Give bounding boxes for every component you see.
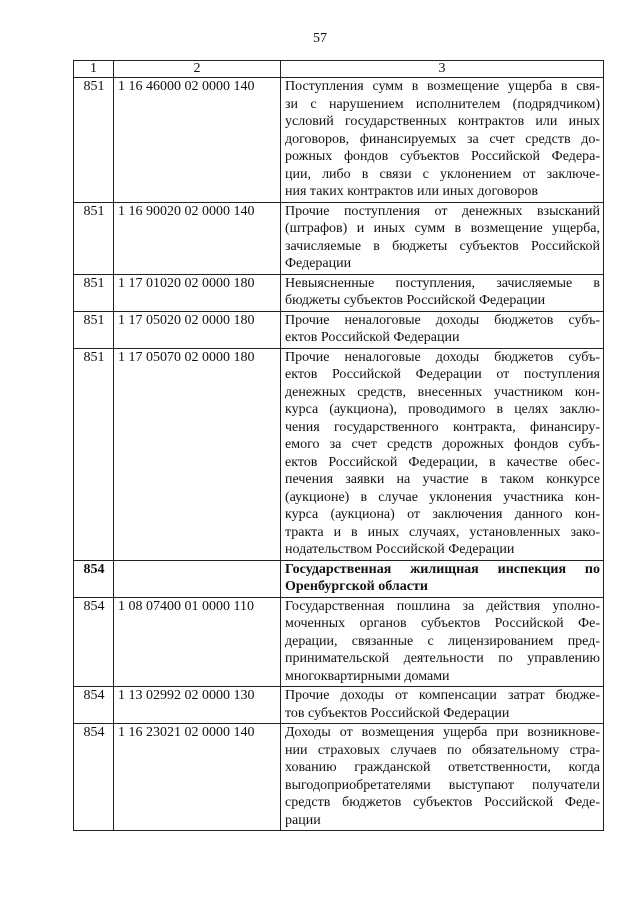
admin-code-cell: 851 [74,202,114,274]
description-line: емого за счет средств дорожных фондов субъ- [285,437,600,452]
description-line: выгодоприобретателями выступают получатели [285,777,600,793]
revenue-code-cell: 1 16 90020 02 0000 140 [114,202,281,274]
description-line: условий государственных контрактов или иных [285,114,600,129]
description-line: Невыясненные поступления, зачисляемые в [285,275,600,291]
description-line: ектов Российской Федерации от поступления [285,367,600,382]
description-cell [281,348,604,560]
description-line: принимательской деятельности по управлению [285,651,600,666]
description-line: моченных органов субъектов Российской Фе- [285,616,600,631]
header-col-3: 3 [281,61,604,78]
table-row [74,78,604,203]
table-row [74,348,604,560]
description-cell [281,311,604,348]
table-row [74,687,604,724]
description-line: (аукционе) в случае уклонения участника кон- [285,489,600,505]
description-cell [281,78,604,203]
description-cell [281,687,604,724]
admin-code-cell: 854 [74,597,114,687]
description-line: Прочие доходы от компенсации затрат бюдже- [285,688,600,703]
table-row [74,597,604,687]
description-line: Государственная жилищная инспекция по [285,561,600,577]
table-row [74,274,604,311]
header-col-1: 1 [74,61,114,78]
table-row [74,724,604,831]
description-line: нодательством Российской Федерации [285,542,515,557]
description-line: ектов Российской Федерации [285,330,460,345]
header-row [74,61,604,78]
description-line: денежных средств, внесенных участником кон- [285,384,600,400]
admin-code-cell: 851 [74,348,114,560]
admin-code-cell: 851 [74,274,114,311]
description-cell [281,597,604,687]
description-line: ции, либо в связи с уклонением от заключе- [285,166,600,182]
revenue-code-cell: 1 16 23021 02 0000 140 [114,724,281,831]
description-line: хованию гражданской ответственности, когда [285,760,600,775]
description-line: (штрафов) и иных сумм в возмещение ущерба, [285,221,600,236]
admin-code-cell: 854 [74,560,114,597]
revenue-code-cell: 1 17 01020 02 0000 180 [114,274,281,311]
description-cell [281,202,604,274]
admin-code-cell: 851 [74,78,114,203]
admin-code-cell: 851 [74,311,114,348]
description-line: зачисляемые в бюджеты субъектов Российской [285,238,600,254]
revenue-code-cell: 1 17 05020 02 0000 180 [114,311,281,348]
admin-code-cell: 854 [74,687,114,724]
table-row [74,311,604,348]
description-line: средств бюджетов субъектов Российской Феде- [285,795,600,810]
description-line: дерации, связанные с лицензированием пред- [285,633,600,649]
description-line: Прочие поступления от денежных взысканий [285,203,600,219]
description-line: рации [285,812,321,828]
revenue-code-cell: 1 13 02992 02 0000 130 [114,687,281,724]
description-line: ния таких контрактов или иных договоров [285,184,538,199]
description-line: тов субъектов Российской Федерации [285,705,510,721]
description-line: Прочие неналоговые доходы бюджетов субъ- [285,312,600,328]
description-line: бюджеты субъектов Российской Федерации [285,293,546,308]
header-col-2: 2 [114,61,281,78]
description-line: Федерации [285,256,352,271]
revenue-code-cell: 1 16 46000 02 0000 140 [114,78,281,203]
revenue-code-cell [114,560,281,597]
description-line: Доходы от возмещения ущерба при возникнове- [285,725,600,740]
description-line: договоров, финансируемых за счет средств до- [285,131,600,147]
revenue-code-cell: 1 08 07400 01 0000 110 [114,597,281,687]
description-line: Государственная пошлина за действия уполно- [285,598,600,614]
description-line: зи с нарушением исполнителем (подрядчиком) [285,96,600,112]
description-line: рожных фондов субъектов Российской Федера- [285,149,600,164]
table-body [74,78,604,831]
revenue-code-cell: 1 17 05070 02 0000 180 [114,348,281,560]
revenue-codes-table [73,60,604,831]
description-line: печения заявки на участие в таком конкурсе [285,472,600,487]
table-header [74,61,604,78]
admin-code-cell: 854 [74,724,114,831]
table-row [74,202,604,274]
description-line: нии страховых случаев по обязательному стра- [285,742,600,758]
description-line: Оренбургской области [285,579,428,594]
description-line: чения государственного контракта, финансиру- [285,419,600,435]
description-line: ектов Российской Федерации, в качестве обес- [285,454,600,470]
description-line: курса (аукциона), проводимого в целях заклю- [285,402,600,417]
description-line: курса (аукциона) от заключения данного кон- [285,507,600,522]
page-number: 57 [313,31,327,46]
description-cell [281,560,604,597]
description-cell [281,724,604,831]
description-line: многоквартирными домами [285,668,450,684]
description-line: Прочие неналоговые доходы бюджетов субъ- [285,349,600,365]
description-line: Поступления сумм в возмещение ущерба в свя- [285,79,600,94]
table-row [74,560,604,597]
description-cell [281,274,604,311]
description-line: тракта и в иных случаях, установленных зако- [285,524,600,540]
